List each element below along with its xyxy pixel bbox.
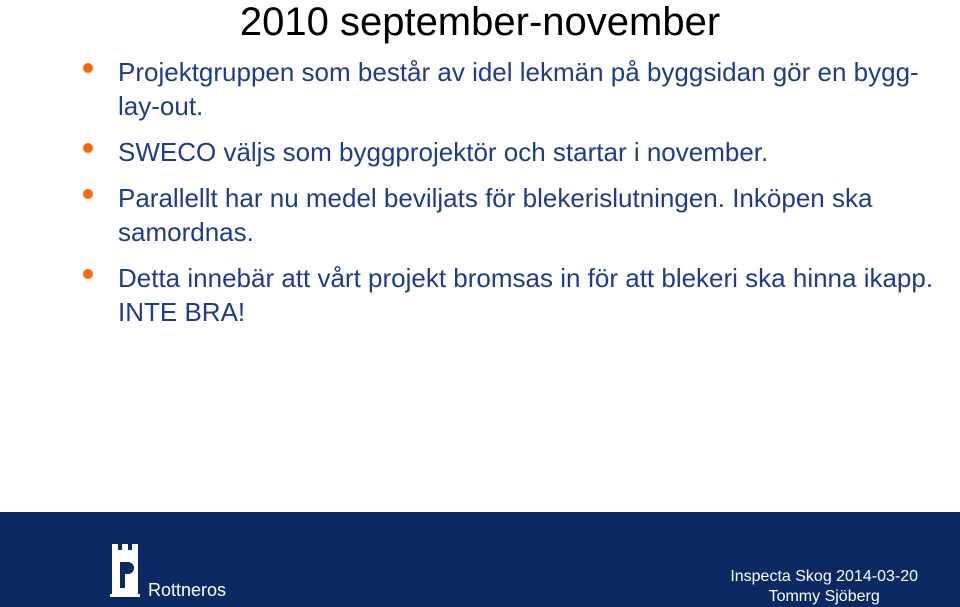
bullet-text: Projektgruppen som består av idel lekmän på byggsidan gör en bygg-lay-out.: [118, 57, 919, 121]
footer-bar: [0, 512, 960, 607]
bullet-text: Parallellt har nu medel beviljats för blekerislutningen. Inköpen ska samordnas.: [118, 183, 873, 247]
bullet-dot-icon: [83, 189, 93, 199]
bullet-text: Detta innebär att vårt projekt bromsas in för att blekeri ska hinna ikapp. INTE BRA!: [118, 263, 934, 327]
bullet-list: [118, 55, 938, 341]
logo-text: Rottneros: [148, 580, 227, 600]
slide-title: 2010 september-november: [239, 0, 721, 44]
bullet-text: SWECO väljs som byggprojektör och startar i november.: [118, 137, 769, 167]
bullet-dot-icon: [83, 63, 93, 73]
bullet-dot-icon: [83, 143, 93, 153]
bullet-item: [118, 135, 938, 169]
bullet-dot-icon: [83, 269, 93, 279]
bullet-item: [118, 261, 938, 329]
footer-info: [730, 567, 918, 607]
bullet-item: [118, 181, 938, 249]
author-text: Tommy Sjöberg: [768, 588, 880, 605]
bullet-item: [118, 55, 938, 123]
event-text: Inspecta Skog 2014-03-20: [730, 568, 918, 585]
